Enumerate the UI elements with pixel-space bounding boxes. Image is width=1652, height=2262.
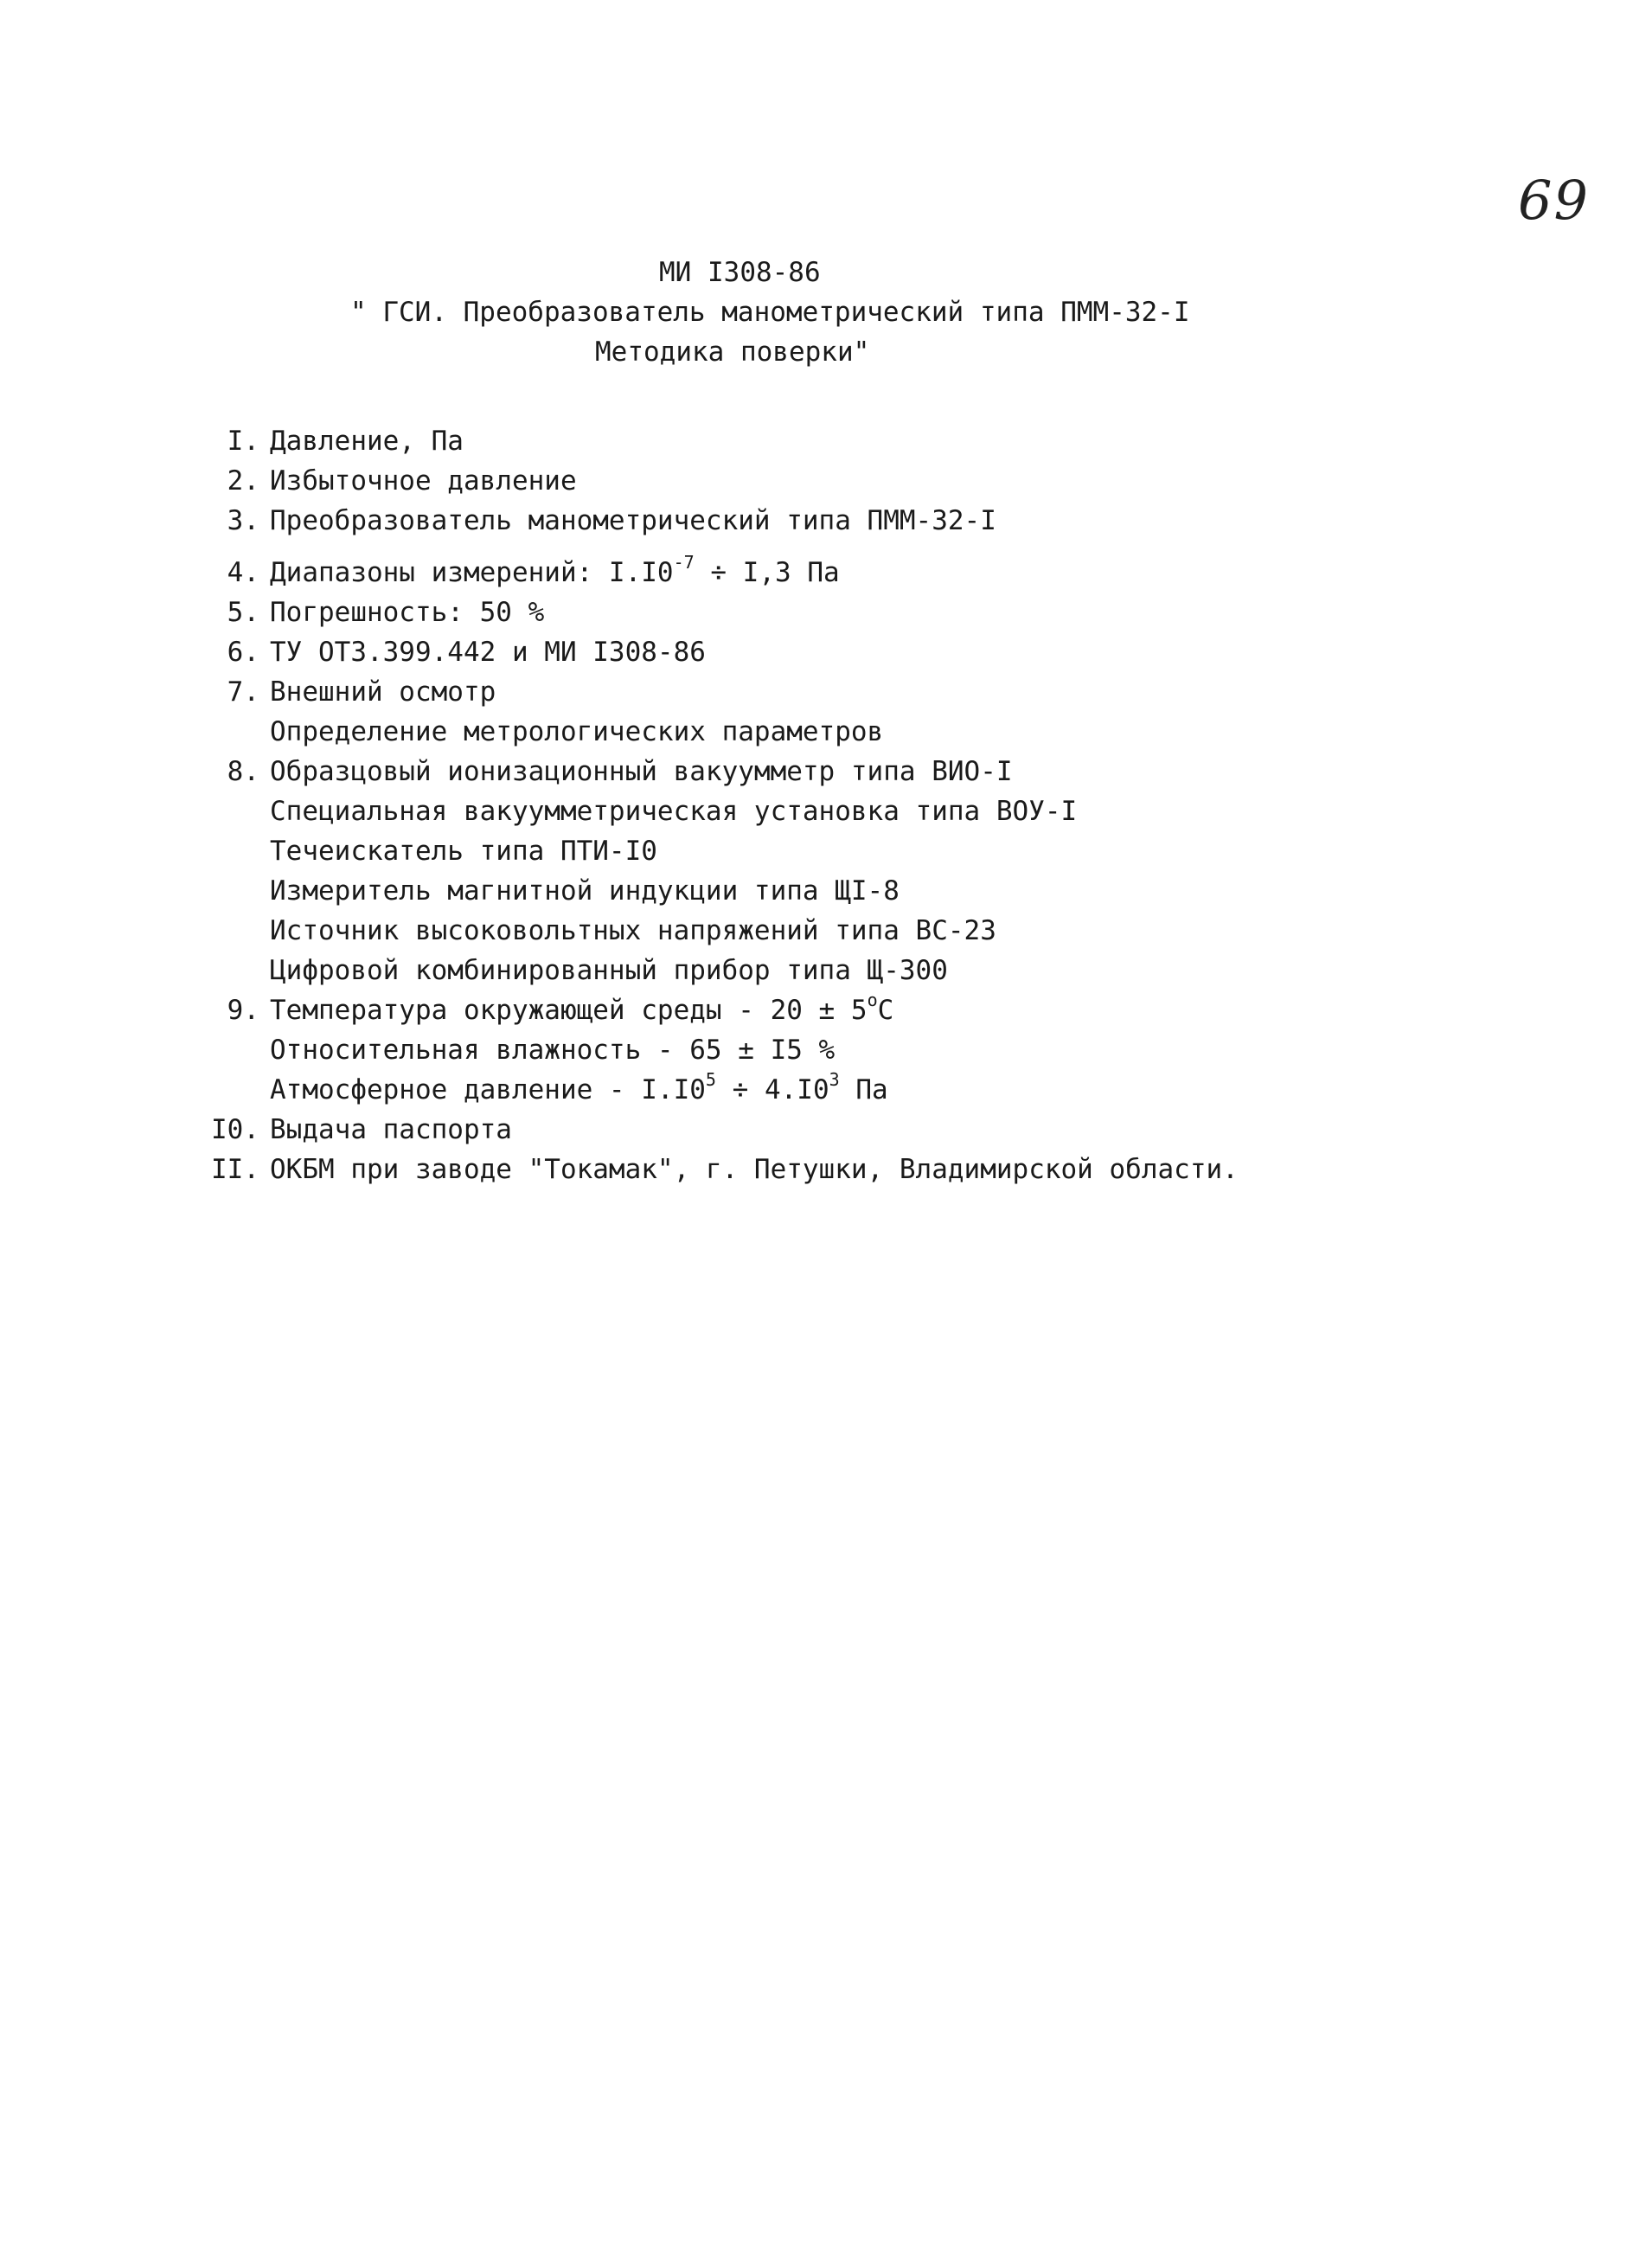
list-item (197, 911, 1239, 951)
item-text: Цифровой комбинированный прибор типа Щ-300 (270, 955, 948, 986)
item-number: 3. (227, 505, 259, 536)
item-number: 9. (227, 995, 259, 1026)
item-number: 8. (227, 756, 259, 787)
item-text-part: ÷ 4.I0 (715, 1074, 829, 1105)
list-item (197, 1110, 1239, 1150)
item-list (197, 421, 1239, 1189)
item-number (197, 1070, 270, 1110)
list-item (197, 541, 1239, 593)
document-header (0, 253, 1652, 372)
item-text: Внешний осмотр (270, 676, 496, 708)
list-item (197, 593, 1239, 632)
list-item (197, 791, 1239, 831)
item-number (197, 831, 270, 871)
item-text: Давление, Па (270, 426, 464, 457)
item-number: I0. (211, 1114, 259, 1145)
list-item (197, 871, 1239, 911)
list-item (197, 1150, 1239, 1189)
item-number: I. (227, 426, 259, 457)
list-item (197, 752, 1239, 791)
exponent: -7 (673, 551, 695, 573)
item-text: ОКБМ при заводе "Токамак", г. Петушки, Владимирской области. (270, 1154, 1239, 1185)
item-number (197, 871, 270, 911)
item-text: Избыточное давление (270, 465, 577, 497)
item-text: ТУ ОТЗ.399.442 и МИ I308-86 (270, 637, 706, 668)
item-number: 6. (227, 637, 259, 668)
page-number: 69 (1518, 169, 1590, 232)
list-item (197, 461, 1239, 501)
item-number (197, 951, 270, 990)
item-text-part: ÷ I,3 Па (694, 557, 840, 588)
list-item (197, 951, 1239, 990)
item-text: Выдача паспорта (270, 1114, 512, 1145)
item-text: Источник высоковольтных напряжений типа ВС-23 (270, 915, 996, 946)
item-text: Специальная вакуумметрическая установка типа ВОУ-I (270, 796, 1078, 827)
list-item (197, 1030, 1239, 1070)
item-text (270, 553, 840, 593)
item-text: Погрешность: 50 % (270, 597, 545, 628)
item-number (197, 712, 270, 752)
item-number (197, 1030, 270, 1070)
list-item (197, 421, 1239, 461)
item-text (270, 990, 893, 1030)
item-text (270, 1070, 888, 1110)
document-code: МИ I308-86 (659, 257, 821, 288)
list-item (197, 1070, 1239, 1110)
item-text-part: Атмосферное давление - I.I0 (270, 1074, 706, 1105)
item-text: Относительная влажность - 65 ± I5 % (270, 1035, 836, 1066)
list-item (197, 990, 1239, 1030)
item-text: Определение метрологических параметров (270, 716, 884, 747)
item-text: Преобразователь манометрический типа ПММ-32-I (270, 505, 996, 536)
item-number: 2. (227, 465, 259, 497)
item-text-part: Температура окружающей среды - 20 ± 5 (270, 995, 868, 1026)
item-text-part: Па (839, 1074, 888, 1105)
item-text-part: Диапазоны измерений: I.I0 (270, 557, 674, 588)
list-item (197, 632, 1239, 672)
exponent: 3 (829, 1068, 840, 1090)
item-number: 4. (227, 557, 259, 588)
item-number: 5. (227, 597, 259, 628)
list-item (197, 712, 1239, 752)
item-number: II. (211, 1154, 259, 1185)
item-text: Образцовый ионизационный вакуумметр типа ВИО-I (270, 756, 1013, 787)
list-item (197, 831, 1239, 871)
item-text: Измеритель магнитной индукции типа ЩI-8 (270, 875, 900, 907)
exponent: 5 (705, 1068, 716, 1090)
document-title-line-2: Методика поверки" (595, 336, 870, 368)
item-number (197, 791, 270, 831)
item-text-part: С (877, 995, 894, 1026)
item-text: Течеискатель типа ПТИ-I0 (270, 836, 657, 867)
item-number (197, 911, 270, 951)
item-number: 7. (227, 676, 259, 708)
document-title-line-1: " ГСИ. Преобразователь манометрический типа ПММ-32-I (350, 297, 1190, 328)
list-item (197, 501, 1239, 541)
exponent: о (867, 989, 878, 1010)
list-item (197, 672, 1239, 712)
